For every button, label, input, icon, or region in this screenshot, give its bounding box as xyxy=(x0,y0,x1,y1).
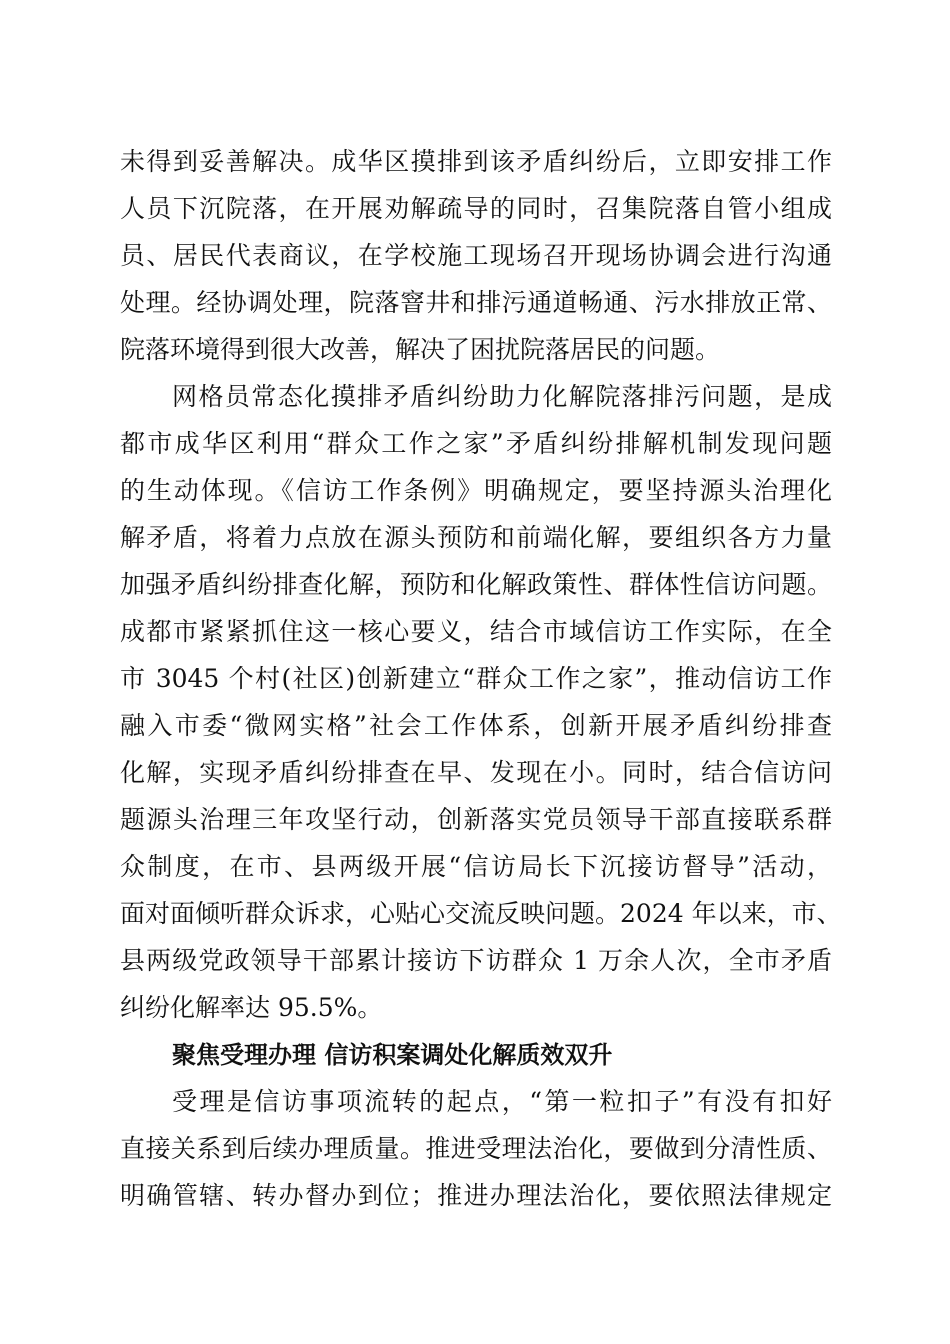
paragraph-line: 直接关系到后续办理质量。推进受理法治化，要做到分清性质、 xyxy=(120,1134,832,1163)
paragraph-line: 题源头治理三年攻坚行动，创新落实党员领导干部直接联系群 xyxy=(120,805,832,834)
paragraph-line: 县两级党政领导干部累计接访下访群众 1 万余人次，全市矛盾 xyxy=(120,946,832,975)
paragraph-line: 解矛盾，将着力点放在源头预防和前端化解，要组织各方力量 xyxy=(120,523,832,552)
document-body xyxy=(120,142,842,1223)
paragraph-line: 处理。经协调处理，院落窨井和排污通道畅通、污水排放正常、 xyxy=(120,288,832,317)
paragraph-line: 的生动体现。《信访工作条例》明确规定，要坚持源头治理化 xyxy=(120,476,832,505)
section-heading: 聚焦受理办理 信访积案调处化解质效双升 xyxy=(172,1041,613,1069)
paragraph-line: 成都市紧紧抓住这一核心要义，结合市域信访工作实际，在全 xyxy=(120,617,832,646)
paragraph-line: 网格员常态化摸排矛盾纠纷助力化解院落排污问题，是成 xyxy=(172,382,832,411)
paragraph-line: 纠纷化解率达 95.5%。 xyxy=(120,993,383,1022)
paragraph-line: 人员下沉院落，在开展劝解疏导的同时，召集院落自管小组成 xyxy=(120,194,832,223)
paragraph-line: 受理是信访事项流转的起点，“第一粒扣子”有没有扣好 xyxy=(172,1087,832,1116)
paragraph-line: 融入市委“微网实格”社会工作体系，创新开展矛盾纠纷排查 xyxy=(120,711,832,740)
paragraph-line: 市 3045 个村(社区)创新建立“群众工作之家”，推动信访工作 xyxy=(120,664,832,693)
paragraph-line: 化解，实现矛盾纠纷排查在早、发现在小。同时，结合信访问 xyxy=(120,758,832,787)
paragraph-line: 都市成华区利用“群众工作之家”矛盾纠纷排解机制发现问题 xyxy=(120,429,832,458)
paragraph-line: 众制度，在市、县两级开展“信访局长下沉接访督导”活动， xyxy=(120,852,832,881)
paragraph-line: 未得到妥善解决。成华区摸排到该矛盾纠纷后，立即安排工作 xyxy=(120,147,832,176)
paragraph-line: 员、居民代表商议，在学校施工现场召开现场协调会进行沟通 xyxy=(120,241,832,270)
paragraph-line: 院落环境得到很大改善，解决了困扰院落居民的问题。 xyxy=(120,335,721,364)
paragraph-line: 加强矛盾纠纷排查化解，预防和化解政策性、群体性信访问题。 xyxy=(120,570,832,599)
paragraph-line: 面对面倾听群众诉求，心贴心交流反映问题。2024 年以来，市、 xyxy=(120,899,842,928)
paragraph-line: 明确管辖、转办督办到位；推进办理法治化，要依照法律规定 xyxy=(120,1181,832,1210)
